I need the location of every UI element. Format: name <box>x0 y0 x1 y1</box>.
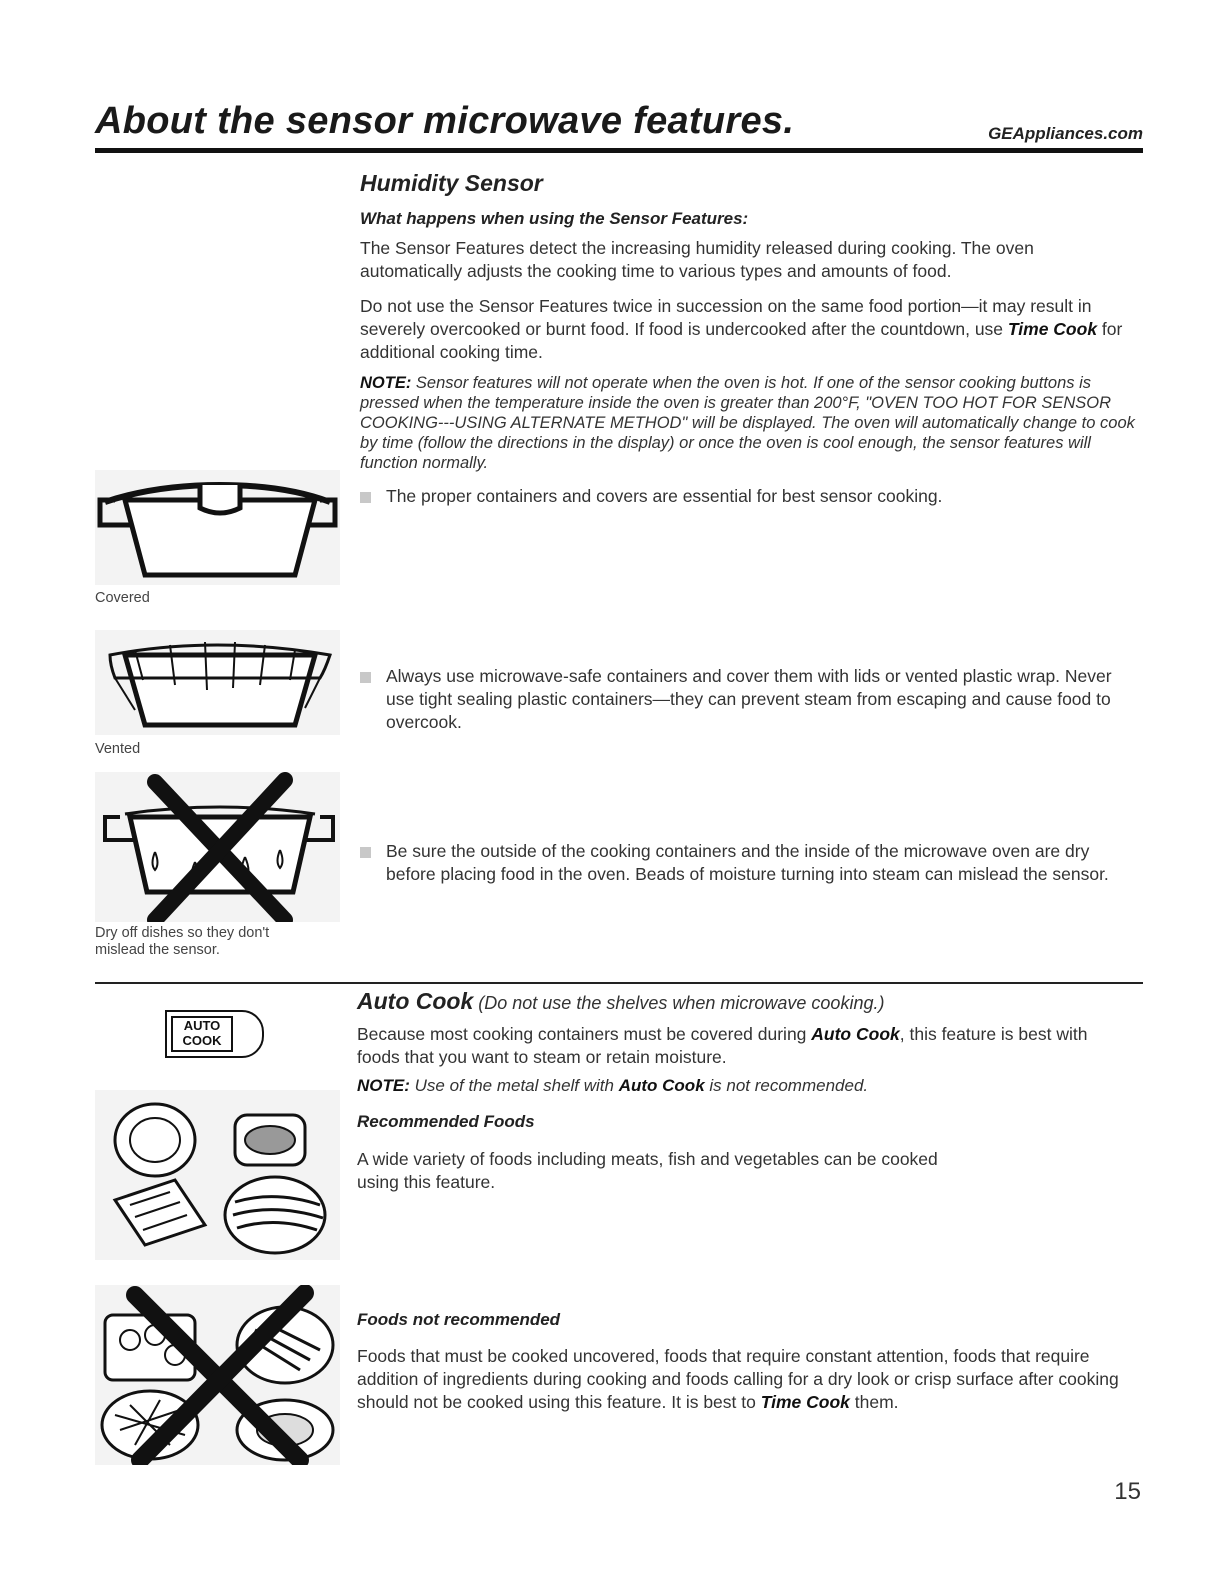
auto-cook-text-a: Because most cooking containers must be covered during <box>357 1024 812 1044</box>
note-label: NOTE: <box>357 1076 410 1095</box>
humidity-sensor-heading: Humidity Sensor <box>360 170 543 196</box>
note-text-b: is not recommended. <box>704 1076 869 1095</box>
auto-cook-key-line1: AUTO <box>183 1018 221 1033</box>
auto-cook-heading-note: (Do not use the shelves when microwave cooking.) <box>473 993 885 1013</box>
caption-covered: Covered <box>95 590 150 606</box>
header-rule <box>95 148 1143 153</box>
auto-cook-note <box>357 1076 1117 1096</box>
bullet-microwave-safe <box>360 665 1140 734</box>
recommended-foods-text: A wide variety of foods including meats, fish and vegetables can be cooked using this feature. <box>357 1149 938 1192</box>
auto-cook-button-graphic <box>165 1010 264 1058</box>
note-text-a: Use of the metal shelf with <box>409 1076 619 1095</box>
notrec-text-a: Foods that must be cooked uncovered, foods that require constant attention, foods that require addition of ingredients during cooking and foods calling for a dry look or crisp surface after cooking should not be cooked using this feature. It is best to <box>357 1346 1119 1412</box>
recommended-foods-heading: Recommended Foods <box>357 1112 535 1131</box>
notrec-text-b: them. <box>849 1392 899 1412</box>
humidity-paragraph-2 <box>360 295 1140 364</box>
humidity-paragraph-1: The Sensor Features detect the increasing humidity released during cooking. The oven automatically adjusts the cooking time to various types and amounts of food. <box>360 238 1034 281</box>
para2-text-b: for additional cooking time. <box>360 319 1123 362</box>
para2-text-a: Do not use the Sensor Features twice in succession on the same food portion—it may result in severely overcooked or burnt food. If food is undercooked after the countdown, use <box>360 296 1092 339</box>
time-cook-term: Time Cook <box>1007 319 1098 339</box>
bullet-square-icon <box>360 672 371 683</box>
section-divider <box>95 982 1143 984</box>
bullet-text: Always use microwave-safe containers and cover them with lids or vented plastic wrap. Never use tight sealing plastic containers—they can prevent steam from escaping and cause food to overcook. <box>386 666 1112 732</box>
sensor-features-subheading: What happens when using the Sensor Features: <box>360 209 749 228</box>
site-url: GEAppliances.com <box>988 124 1143 143</box>
bullet-text: The proper containers and covers are essential for best sensor cooking. <box>386 486 943 506</box>
bullet-square-icon <box>360 492 371 503</box>
page-number: 15 <box>1114 1478 1141 1505</box>
foods-not-recommended-heading: Foods not recommended <box>357 1310 561 1329</box>
time-cook-term: Time Cook <box>760 1392 850 1412</box>
page-title: About the sensor microwave features. <box>95 100 795 142</box>
bullet-text: Be sure the outside of the cooking containers and the inside of the microwave oven are dry before placing food in the oven. Beads of moisture turning into steam can mislead the sensor. <box>386 841 1109 884</box>
covered-dish-illustration <box>95 470 340 585</box>
note-auto-cook-term: Auto Cook <box>618 1076 705 1095</box>
caption-vented: Vented <box>95 741 141 757</box>
bullet-dry-containers <box>360 840 1140 886</box>
bullet-containers <box>360 485 1140 508</box>
auto-cook-term: Auto Cook <box>811 1024 900 1044</box>
recommended-foods-illustration <box>95 1090 340 1260</box>
auto-cook-text-b: , this feature is best with foods that you want to steam or retain moisture. <box>357 1024 1088 1067</box>
wet-dish-crossed-illustration <box>95 772 340 922</box>
auto-cook-paragraph <box>357 1023 1117 1069</box>
note-text: Sensor features will not operate when the oven is hot. If one of the sensor cooking buttons is pressed when the temperature inside the oven is greater than 200°F, "OVEN TOO HOT FOR SENSOR COOKING---USING ALTERNATE METHOD" will be displayed. The oven will automatically change to cook by time (follow the directions in the display) or once the oven is cool enough, the sensor features will function normally. <box>360 374 1135 472</box>
humidity-note <box>360 373 1135 473</box>
auto-cook-heading: Auto Cook <box>357 988 474 1014</box>
not-recommended-foods-crossed-illustration <box>95 1285 340 1465</box>
caption-dry-dishes: Dry off dishes so they don't mislead the sensor. <box>95 925 270 958</box>
auto-cook-key-line2: COOK <box>182 1033 222 1048</box>
bullet-square-icon <box>360 847 371 858</box>
foods-not-recommended-text <box>357 1345 1147 1414</box>
auto-cook-heading-row <box>357 988 884 1015</box>
auto-cook-key-face <box>171 1016 233 1052</box>
vented-dish-illustration <box>95 630 340 735</box>
note-label: NOTE: <box>360 374 412 392</box>
